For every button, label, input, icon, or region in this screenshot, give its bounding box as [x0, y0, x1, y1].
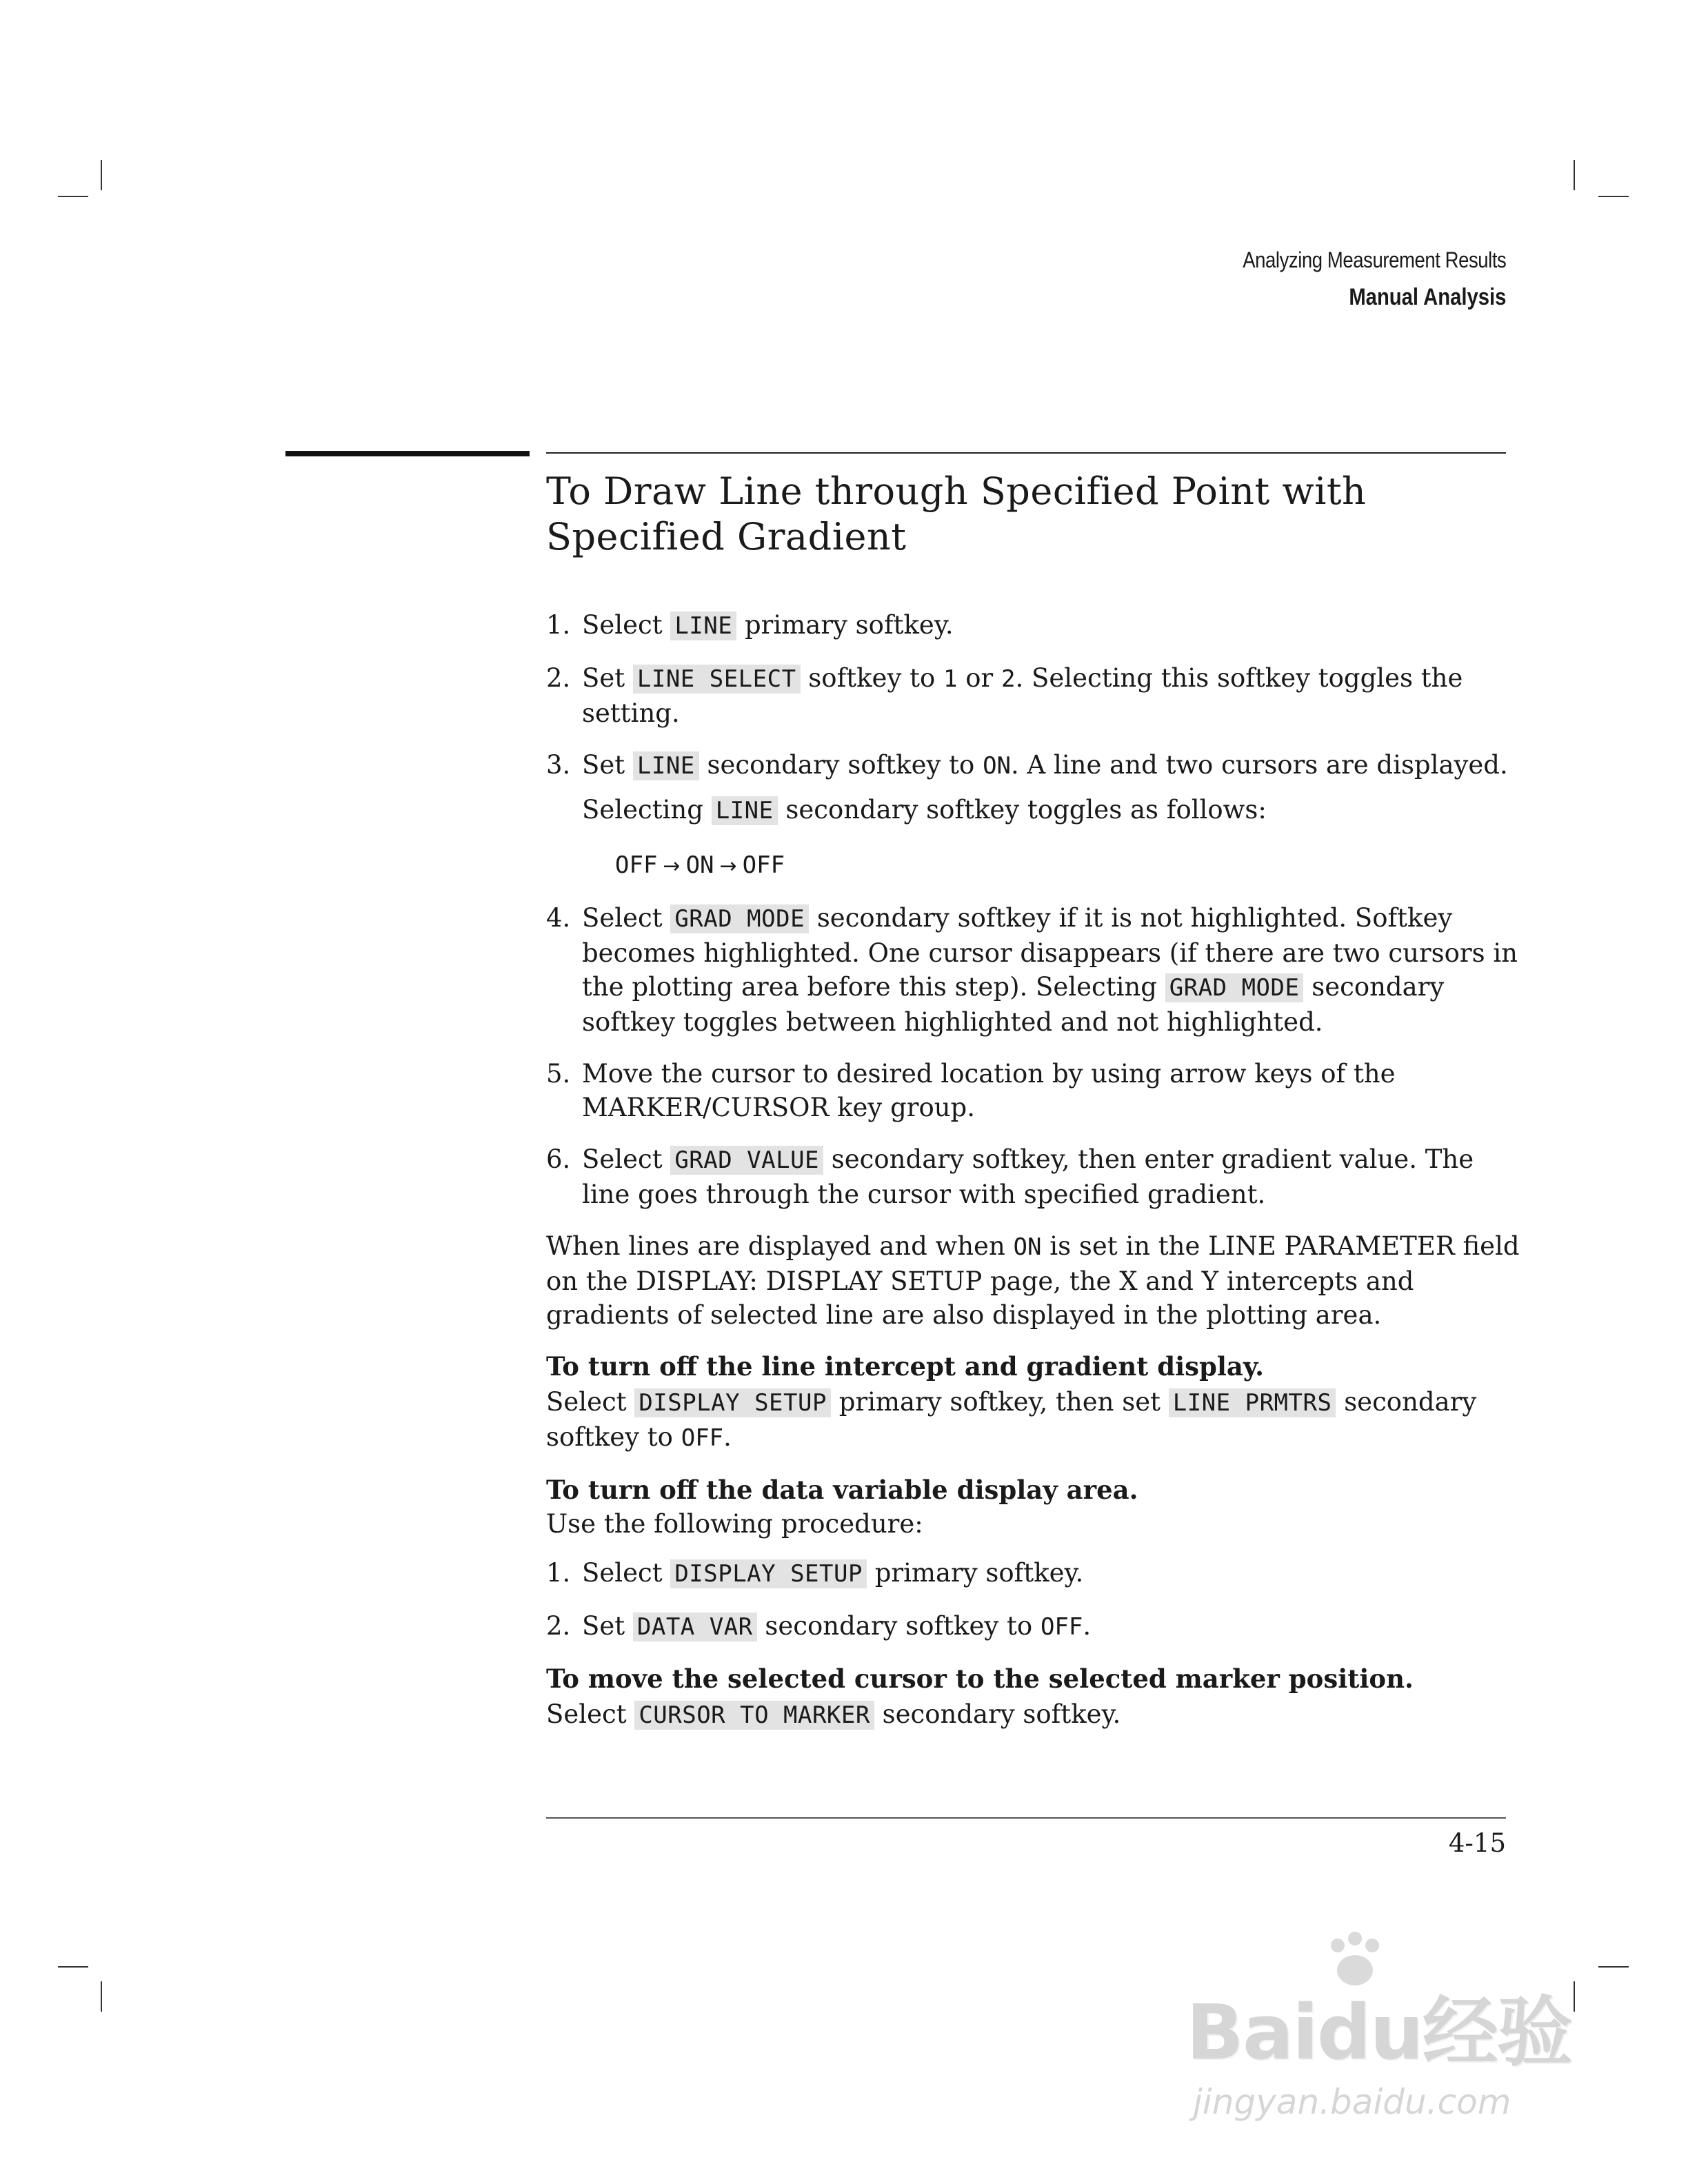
para-text: Select: [546, 1699, 635, 1729]
list-item: [546, 661, 1525, 730]
step-text: . A line and two cursors are displayed.: [1011, 750, 1508, 780]
value-text: OFF: [681, 1424, 724, 1452]
step-text: .: [1083, 1611, 1092, 1641]
softkey-grad-mode: GRAD MODE: [670, 904, 809, 933]
list-item: [546, 1609, 1525, 1644]
softkey-display-setup: DISPLAY SETUP: [670, 1559, 867, 1588]
step-text: . Selecting this softkey toggles the setting.: [582, 663, 1463, 728]
crop-mark: [1574, 1981, 1575, 2012]
body-paragraph: [546, 1229, 1525, 1332]
step-text: or: [957, 663, 1002, 693]
crop-mark: [101, 160, 102, 190]
step-text: primary softkey.: [866, 1558, 1084, 1588]
softkey-line-select: LINE SELECT: [633, 665, 801, 694]
subsection-heading: To turn off the line intercept and gradient display.: [546, 1351, 1264, 1382]
step-text: primary softkey.: [736, 610, 954, 640]
para-text: When lines are displayed and when: [546, 1231, 1014, 1261]
step-text: softkey to: [800, 663, 944, 693]
crop-mark: [58, 196, 88, 197]
chapter-title: Analyzing Measurement Results: [1242, 247, 1506, 272]
watermark: [1186, 1930, 1572, 2137]
list-item: [546, 1057, 1525, 1124]
list-item: [546, 1142, 1525, 1211]
toggle-sequence: [615, 849, 1525, 883]
step-text: Selecting: [582, 795, 712, 825]
step-number: 2.: [546, 663, 571, 693]
step-number: 1.: [546, 1558, 571, 1588]
step-number: 3.: [546, 750, 571, 780]
list-item: [546, 1556, 1525, 1591]
subsection-heading: To move the selected cursor to the selected marker position.: [546, 1664, 1414, 1694]
step-text: secondary softkey to: [756, 1611, 1041, 1641]
value-text: OFF: [1040, 1613, 1083, 1641]
step-text: Select: [582, 1558, 671, 1588]
softkey-line: LINE: [670, 611, 736, 640]
step-text: Select: [582, 1144, 671, 1174]
crop-mark: [58, 1966, 88, 1968]
running-head: [1200, 241, 1506, 316]
softkey-line: LINE: [633, 751, 699, 780]
page-content: [546, 469, 1525, 1748]
para-text: is set in the LINE PARAMETER field on the DISPLAY: DISPLAY SETUP page, the X and Y intercepts and gradients of selected line are also displayed in the plotting area.: [546, 1231, 1520, 1330]
crop-mark: [1598, 196, 1629, 197]
list-item: [546, 608, 1525, 643]
section-rule: [546, 452, 1506, 454]
step-text: Set: [582, 1611, 633, 1641]
step-number: 4.: [546, 903, 571, 933]
procedure-list: [546, 608, 1525, 1211]
step-number: 6.: [546, 1144, 571, 1174]
toggle-state: ON: [685, 851, 714, 879]
value-text: ON: [983, 752, 1012, 780]
list-item: [546, 748, 1525, 883]
step-number: 1.: [546, 610, 571, 640]
step-text: secondary softkey to: [699, 750, 983, 780]
right-arrow-icon: →: [663, 854, 681, 878]
step-text: Move the cursor to desired location by using arrow keys of the MARKER/CURSOR key group.: [582, 1059, 1396, 1122]
footer-rule: [546, 1817, 1506, 1819]
list-item: [546, 901, 1525, 1039]
step-text: secondary softkey if it is not highlighted. Softkey becomes highlighted. One cursor disappears (if there are two cursors in the plotting area before this step). Selecting: [582, 903, 1518, 1002]
page-title: To Draw Line through Specified Point with Specified Gradient: [546, 469, 1367, 558]
para-text: primary softkey, then set: [830, 1387, 1169, 1417]
step-text: Set: [582, 750, 633, 780]
para-text: secondary softkey to: [546, 1387, 1477, 1452]
softkey-cursor-to-marker: CURSOR TO MARKER: [634, 1701, 874, 1730]
step-text: Set: [582, 663, 633, 693]
procedure-list: [546, 1556, 1525, 1644]
toggle-state: OFF: [742, 851, 785, 879]
step-text: secondary softkey toggles between highlighted and not highlighted.: [582, 972, 1445, 1037]
crop-mark: [101, 1981, 102, 2012]
softkey-display-setup: DISPLAY SETUP: [634, 1388, 831, 1417]
crop-mark: [1598, 1966, 1629, 1968]
page-number: 4-15: [1448, 1828, 1506, 1858]
para-text: Select: [546, 1387, 635, 1417]
section-rule-thick: [285, 451, 530, 456]
step-text: Select: [582, 610, 671, 640]
section-title: Manual Analysis: [1348, 284, 1506, 310]
subsection-heading: To turn off the data variable display area.: [546, 1475, 1138, 1505]
watermark-logo: Baidu经验: [1186, 1988, 1571, 2076]
step-text: secondary softkey toggles as follows:: [777, 795, 1267, 825]
right-arrow-icon: →: [719, 854, 737, 878]
softkey-line-prmtrs: LINE PRMTRS: [1169, 1388, 1336, 1417]
para-text: secondary softkey.: [874, 1699, 1121, 1729]
softkey-grad-value: GRAD VALUE: [670, 1146, 823, 1175]
step-number: 2.: [546, 1611, 571, 1641]
value-text: ON: [1013, 1233, 1042, 1261]
value-text: 2: [1001, 665, 1016, 693]
body-paragraph: [546, 1385, 1525, 1455]
step-text: Select: [582, 903, 671, 933]
softkey-data-var: DATA VAR: [633, 1612, 757, 1641]
watermark-url: jingyan.baidu.com: [1193, 2082, 1511, 2122]
step-text: secondary softkey, then enter gradient value. The line goes through the cursor with specified gradient.: [582, 1144, 1474, 1209]
value-text: 1: [943, 665, 958, 693]
para-text: .: [723, 1422, 732, 1452]
body-paragraph: [546, 1697, 1525, 1732]
softkey-grad-mode: GRAD MODE: [1165, 973, 1304, 1002]
toggle-state: OFF: [615, 851, 658, 879]
crop-mark: [1574, 160, 1575, 190]
body-paragraph: Use the following procedure:: [546, 1509, 923, 1539]
softkey-line: LINE: [712, 796, 778, 825]
step-number: 5.: [546, 1059, 571, 1089]
